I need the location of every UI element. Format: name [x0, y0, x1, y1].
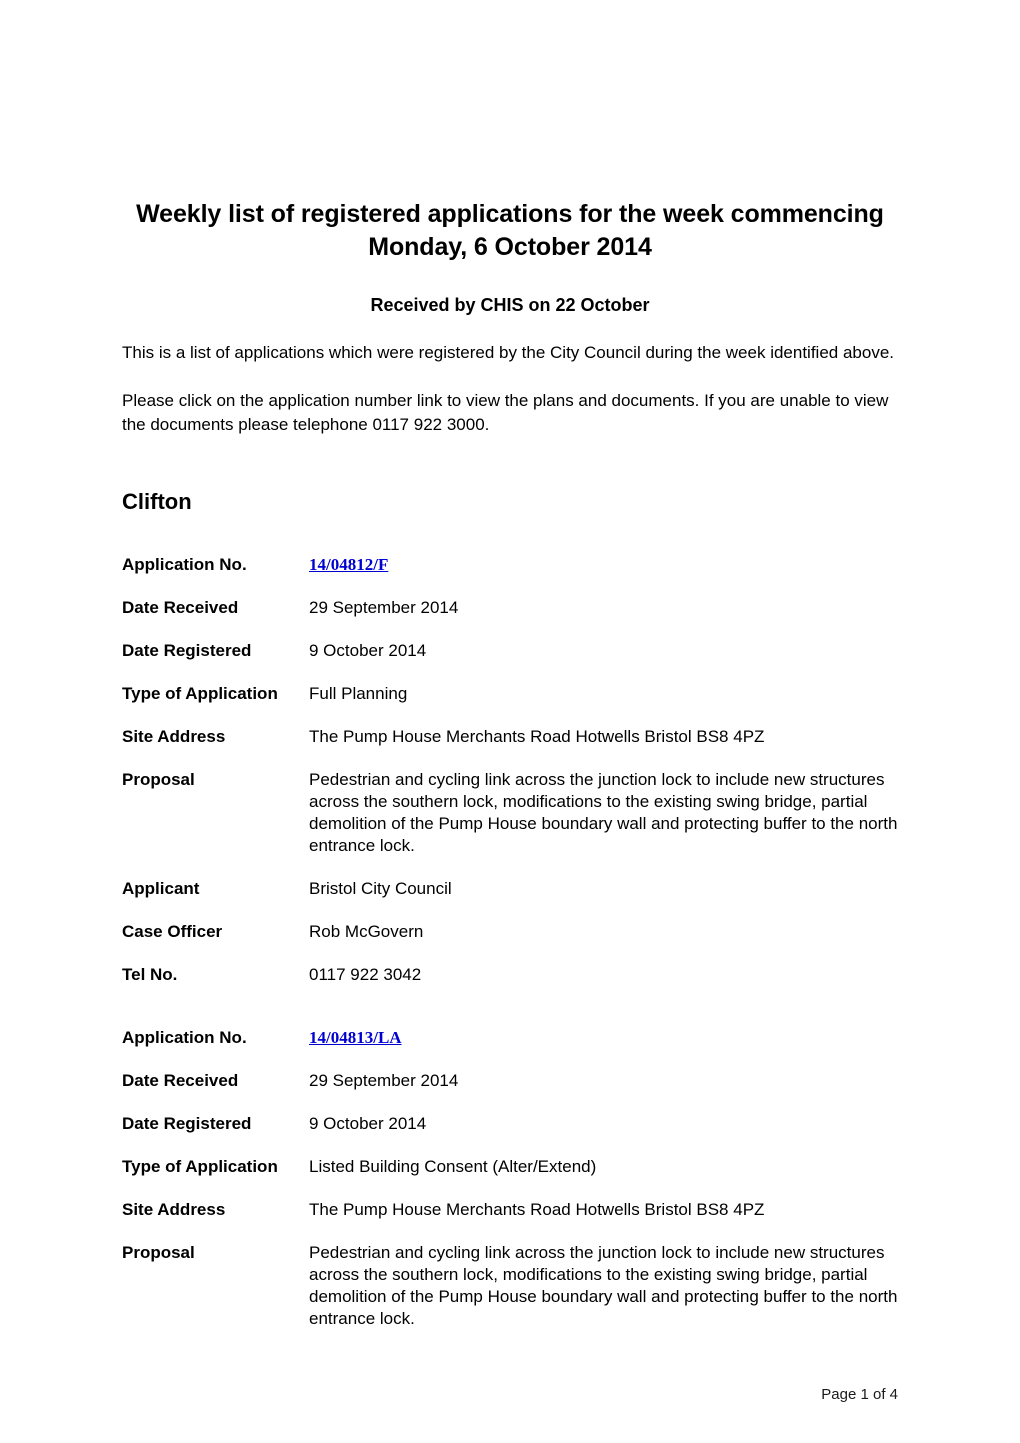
site-address-row — [122, 1199, 898, 1221]
tel-no-label: Tel No. — [122, 965, 178, 984]
date-received-value: 29 September 2014 — [309, 598, 459, 617]
date-received-label: Date Received — [122, 598, 239, 617]
date-registered-row — [122, 640, 898, 662]
site-address-row — [122, 726, 898, 748]
proposal-label: Proposal — [122, 770, 195, 789]
page-title: Weekly list of registered applications for the week commencing Monday, 6 October 2014 — [136, 200, 884, 261]
type-of-application-value: Listed Building Consent (Alter/Extend) — [309, 1157, 597, 1176]
site-address-label: Site Address — [122, 727, 226, 746]
application-number-link[interactable]: 14/04812/F — [309, 555, 389, 574]
tel-no-row — [122, 964, 898, 986]
type-of-application-row — [122, 1156, 898, 1178]
type-of-application-row — [122, 683, 898, 705]
proposal-row — [122, 1242, 898, 1330]
applicant-value: Bristol City Council — [309, 879, 452, 898]
proposal-row — [122, 769, 898, 857]
application-block — [122, 516, 898, 986]
page-subtitle: Received by CHIS on 22 October — [370, 295, 650, 315]
date-received-row — [122, 1070, 898, 1092]
type-of-application-label: Type of Application — [122, 684, 278, 703]
date-registered-label: Date Registered — [122, 641, 252, 660]
tel-no-value: 0117 922 3042 — [309, 965, 422, 984]
date-registered-row — [122, 1113, 898, 1135]
document-content — [122, 0, 898, 1330]
application-no-row — [122, 554, 898, 576]
date-received-label: Date Received — [122, 1071, 239, 1090]
case-officer-value: Rob McGovern — [309, 922, 424, 941]
site-address-label: Site Address — [122, 1200, 226, 1219]
type-of-application-label: Type of Application — [122, 1157, 278, 1176]
proposal-value: Pedestrian and cycling link across the junction lock to include new structures across the southern lock, modifications to the existing swing bridge, partial demolition of the Pump House boundary wall and protecting buffer to the north entrance lock. — [309, 1243, 898, 1328]
intro-paragraph-1: This is a list of applications which were registered by the City Council during the week identified above. — [122, 343, 895, 362]
application-no-row — [122, 1027, 898, 1049]
application-no-label: Application No. — [122, 555, 247, 574]
application-no-value — [309, 554, 898, 576]
application-no-label: Application No. — [122, 1028, 247, 1047]
type-of-application-value: Full Planning — [309, 684, 408, 703]
page-footer: Page 1 of 4 — [821, 1386, 898, 1403]
application-no-value — [309, 1027, 898, 1049]
proposal-value: Pedestrian and cycling link across the junction lock to include new structures across the southern lock, modifications to the existing swing bridge, partial demolition of the Pump House boundary wall and protecting buffer to the north entrance lock. — [309, 770, 898, 855]
date-registered-value: 9 October 2014 — [309, 1114, 427, 1133]
case-officer-row — [122, 921, 898, 943]
date-registered-value: 9 October 2014 — [309, 641, 427, 660]
date-received-row — [122, 597, 898, 619]
applicant-label: Applicant — [122, 879, 200, 898]
date-received-value: 29 September 2014 — [309, 1071, 459, 1090]
intro-paragraph-2: Please click on the application number link to view the plans and documents. If you are unable to view the documents please telephone 0117 922 3000. — [122, 391, 889, 434]
site-address-value: The Pump House Merchants Road Hotwells Bristol BS8 4PZ — [309, 1200, 765, 1219]
ward-heading-clifton: Clifton — [122, 489, 192, 514]
case-officer-label: Case Officer — [122, 922, 223, 941]
application-number-link[interactable]: 14/04813/LA — [309, 1028, 402, 1047]
application-block — [122, 986, 898, 1330]
date-registered-label: Date Registered — [122, 1114, 252, 1133]
site-address-value: The Pump House Merchants Road Hotwells Bristol BS8 4PZ — [309, 727, 765, 746]
proposal-label: Proposal — [122, 1243, 195, 1262]
applicant-row — [122, 878, 898, 900]
